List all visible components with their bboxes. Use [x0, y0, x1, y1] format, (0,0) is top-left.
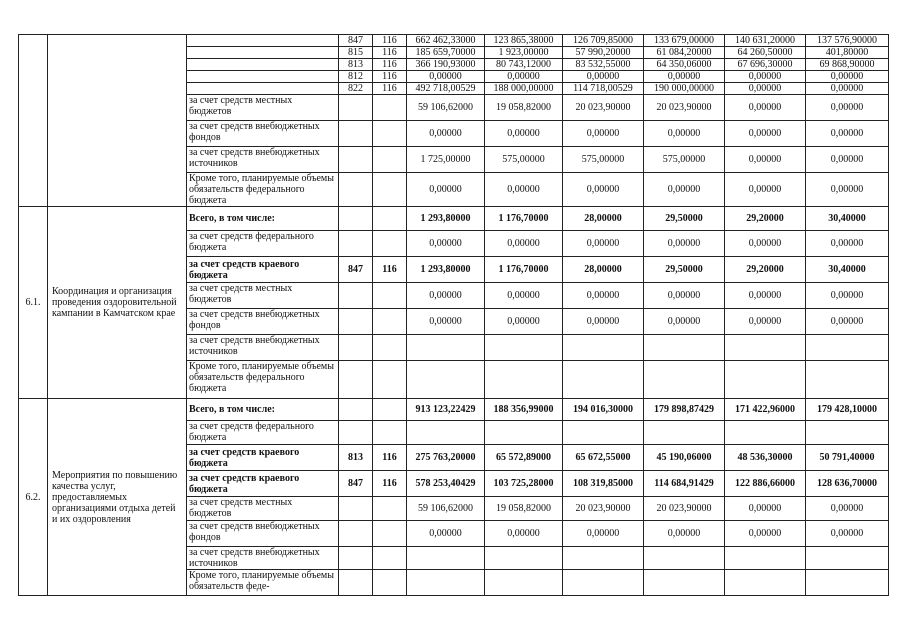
value-cell: 29,50000 — [644, 207, 725, 231]
row-label: за счет средств внебюджетных источников — [187, 147, 339, 173]
value-cell: 0,00000 — [563, 121, 644, 147]
row-label: Всего, в том числе: — [187, 207, 339, 231]
code-cell: 847 — [339, 257, 373, 283]
value-cell: 0,00000 — [563, 173, 644, 207]
value-cell: 0,00000 — [725, 121, 806, 147]
value-cell: 0,00000 — [407, 309, 485, 335]
value-cell — [806, 570, 889, 596]
value-cell: 0,00000 — [725, 521, 806, 547]
value-cell: 575,00000 — [485, 147, 563, 173]
code-cell — [373, 207, 407, 231]
value-cell: 0,00000 — [806, 71, 889, 83]
code-cell — [373, 335, 407, 361]
value-cell — [806, 421, 889, 445]
value-cell — [563, 361, 644, 399]
value-cell — [725, 547, 806, 570]
row-label: за счет средств краевого бюджета — [187, 471, 339, 497]
value-cell: 0,00000 — [806, 231, 889, 257]
value-cell — [806, 335, 889, 361]
value-cell: 0,00000 — [644, 173, 725, 207]
table-row — [19, 399, 889, 421]
value-cell: 0,00000 — [485, 121, 563, 147]
value-cell: 0,00000 — [725, 231, 806, 257]
value-cell: 188 356,99000 — [485, 399, 563, 421]
code-cell: 116 — [373, 471, 407, 497]
value-cell: 0,00000 — [485, 521, 563, 547]
value-cell: 0,00000 — [806, 95, 889, 121]
section-name: Координация и организация проведения оздоровительной кампании в Камчатском крае — [48, 207, 187, 399]
value-cell: 20 023,90000 — [563, 497, 644, 521]
value-cell: 0,00000 — [644, 231, 725, 257]
section-number: 6.2. — [19, 399, 48, 596]
value-cell — [563, 421, 644, 445]
code-cell: 847 — [339, 471, 373, 497]
value-cell: 137 576,90000 — [806, 35, 889, 47]
code-cell: 116 — [373, 83, 407, 95]
code-cell — [339, 399, 373, 421]
value-cell: 20 023,90000 — [563, 95, 644, 121]
value-cell: 0,00000 — [563, 71, 644, 83]
value-cell: 20 023,90000 — [644, 95, 725, 121]
value-cell: 578 253,40429 — [407, 471, 485, 497]
row-label: за счет средств внебюджетных источников — [187, 547, 339, 570]
value-cell: 275 763,20000 — [407, 445, 485, 471]
value-cell: 0,00000 — [407, 121, 485, 147]
code-cell: 822 — [339, 83, 373, 95]
row-label — [187, 83, 339, 95]
value-cell: 0,00000 — [563, 231, 644, 257]
value-cell — [563, 570, 644, 596]
value-cell — [485, 547, 563, 570]
code-cell: 116 — [373, 35, 407, 47]
row-label — [187, 59, 339, 71]
value-cell: 0,00000 — [806, 497, 889, 521]
code-cell — [373, 497, 407, 521]
value-cell — [563, 335, 644, 361]
value-cell: 575,00000 — [644, 147, 725, 173]
value-cell: 662 462,33000 — [407, 35, 485, 47]
value-cell — [644, 547, 725, 570]
value-cell: 0,00000 — [407, 521, 485, 547]
value-cell: 65 672,55000 — [563, 445, 644, 471]
code-cell: 813 — [339, 445, 373, 471]
section-number: 6.1. — [19, 207, 48, 399]
value-cell: 0,00000 — [725, 147, 806, 173]
value-cell — [644, 361, 725, 399]
value-cell — [725, 421, 806, 445]
budget-table — [18, 34, 889, 596]
value-cell — [644, 335, 725, 361]
value-cell: 114 718,00529 — [563, 83, 644, 95]
row-label: за счет средств федерального бюджета — [187, 231, 339, 257]
value-cell: 0,00000 — [725, 71, 806, 83]
value-cell: 30,40000 — [806, 257, 889, 283]
value-cell: 1 293,80000 — [407, 207, 485, 231]
table-row — [19, 207, 889, 231]
value-cell: 190 000,00000 — [644, 83, 725, 95]
code-cell — [339, 335, 373, 361]
value-cell: 0,00000 — [644, 71, 725, 83]
code-cell: 116 — [373, 47, 407, 59]
value-cell — [407, 361, 485, 399]
value-cell — [725, 361, 806, 399]
code-cell — [373, 147, 407, 173]
value-cell: 30,40000 — [806, 207, 889, 231]
value-cell: 0,00000 — [563, 283, 644, 309]
value-cell: 61 084,20000 — [644, 47, 725, 59]
value-cell: 179 898,87429 — [644, 399, 725, 421]
value-cell — [725, 335, 806, 361]
code-cell — [339, 521, 373, 547]
value-cell: 0,00000 — [563, 309, 644, 335]
code-cell — [373, 521, 407, 547]
value-cell: 28,00000 — [563, 257, 644, 283]
section-name: Мероприятия по повышению качества услуг, предоставляемых организациями отдыха детей и их оздоровления — [48, 399, 187, 596]
code-cell: 813 — [339, 59, 373, 71]
code-cell — [373, 421, 407, 445]
code-cell — [339, 207, 373, 231]
value-cell: 0,00000 — [485, 231, 563, 257]
row-label — [187, 47, 339, 59]
value-cell: 19 058,82000 — [485, 95, 563, 121]
value-cell: 0,00000 — [806, 121, 889, 147]
value-cell: 126 709,85000 — [563, 35, 644, 47]
code-cell — [339, 309, 373, 335]
value-cell: 913 123,22429 — [407, 399, 485, 421]
row-label: Кроме того, планируемые объемы обязательств федерального бюджета — [187, 173, 339, 207]
value-cell — [485, 361, 563, 399]
value-cell: 194 016,30000 — [563, 399, 644, 421]
value-cell: 57 990,20000 — [563, 47, 644, 59]
value-cell: 0,00000 — [644, 283, 725, 309]
value-cell: 171 422,96000 — [725, 399, 806, 421]
value-cell — [407, 421, 485, 445]
value-cell: 366 190,93000 — [407, 59, 485, 71]
value-cell — [407, 570, 485, 596]
value-cell: 123 865,38000 — [485, 35, 563, 47]
value-cell: 65 572,89000 — [485, 445, 563, 471]
code-cell — [339, 283, 373, 309]
value-cell — [725, 570, 806, 596]
value-cell: 575,00000 — [563, 147, 644, 173]
value-cell: 20 023,90000 — [644, 497, 725, 521]
row-label: за счет средств краевого бюджета — [187, 445, 339, 471]
code-cell — [373, 95, 407, 121]
code-cell — [339, 147, 373, 173]
code-cell — [373, 173, 407, 207]
row-label: Кроме того, планируемые объемы обязательств феде- — [187, 570, 339, 596]
code-cell: 847 — [339, 35, 373, 47]
row-label — [187, 71, 339, 83]
value-cell: 0,00000 — [563, 521, 644, 547]
value-cell: 0,00000 — [407, 231, 485, 257]
code-cell — [373, 361, 407, 399]
value-cell: 1 176,70000 — [485, 207, 563, 231]
value-cell: 0,00000 — [644, 521, 725, 547]
value-cell — [407, 335, 485, 361]
value-cell: 128 636,70000 — [806, 471, 889, 497]
value-cell — [644, 570, 725, 596]
value-cell — [806, 547, 889, 570]
row-label: за счет средств местных бюджетов — [187, 283, 339, 309]
value-cell: 0,00000 — [407, 283, 485, 309]
value-cell: 0,00000 — [485, 283, 563, 309]
value-cell: 59 106,62000 — [407, 95, 485, 121]
value-cell: 0,00000 — [806, 173, 889, 207]
row-label: за счет средств местных бюджетов — [187, 497, 339, 521]
value-cell: 140 631,20000 — [725, 35, 806, 47]
value-cell: 492 718,00529 — [407, 83, 485, 95]
value-cell: 50 791,40000 — [806, 445, 889, 471]
value-cell: 401,80000 — [806, 47, 889, 59]
value-cell: 29,50000 — [644, 257, 725, 283]
value-cell: 83 532,55000 — [563, 59, 644, 71]
value-cell: 1 923,00000 — [485, 47, 563, 59]
code-cell — [339, 121, 373, 147]
value-cell: 80 743,12000 — [485, 59, 563, 71]
value-cell: 0,00000 — [725, 95, 806, 121]
value-cell: 28,00000 — [563, 207, 644, 231]
value-cell: 0,00000 — [806, 83, 889, 95]
value-cell: 0,00000 — [407, 173, 485, 207]
code-cell — [373, 283, 407, 309]
value-cell: 114 684,91429 — [644, 471, 725, 497]
row-label: за счет средств внебюджетных источников — [187, 335, 339, 361]
code-cell: 812 — [339, 71, 373, 83]
value-cell: 103 725,28000 — [485, 471, 563, 497]
row-label: за счет средств краевого бюджета — [187, 257, 339, 283]
code-cell — [373, 570, 407, 596]
code-cell — [339, 547, 373, 570]
value-cell: 0,00000 — [485, 71, 563, 83]
value-cell: 0,00000 — [806, 283, 889, 309]
code-cell — [339, 173, 373, 207]
value-cell: 67 696,30000 — [725, 59, 806, 71]
code-cell — [339, 361, 373, 399]
row-label: Кроме того, планируемые объемы обязательств федерального бюджета — [187, 361, 339, 399]
value-cell: 0,00000 — [806, 521, 889, 547]
value-cell — [407, 547, 485, 570]
value-cell: 29,20000 — [725, 207, 806, 231]
value-cell: 45 190,06000 — [644, 445, 725, 471]
code-cell: 815 — [339, 47, 373, 59]
value-cell: 108 319,85000 — [563, 471, 644, 497]
value-cell — [806, 361, 889, 399]
code-cell — [373, 121, 407, 147]
value-cell: 0,00000 — [485, 173, 563, 207]
code-cell — [339, 95, 373, 121]
code-cell — [373, 547, 407, 570]
value-cell: 0,00000 — [644, 309, 725, 335]
table-row — [19, 35, 889, 47]
value-cell: 69 868,90000 — [806, 59, 889, 71]
value-cell: 0,00000 — [644, 121, 725, 147]
value-cell: 0,00000 — [725, 309, 806, 335]
value-cell: 122 886,66000 — [725, 471, 806, 497]
code-cell — [339, 421, 373, 445]
code-cell: 116 — [373, 71, 407, 83]
value-cell: 0,00000 — [725, 283, 806, 309]
value-cell: 64 350,06000 — [644, 59, 725, 71]
value-cell — [485, 421, 563, 445]
value-cell: 133 679,00000 — [644, 35, 725, 47]
value-cell: 0,00000 — [485, 309, 563, 335]
value-cell — [485, 335, 563, 361]
code-cell — [373, 309, 407, 335]
code-cell — [373, 399, 407, 421]
code-cell — [339, 231, 373, 257]
value-cell: 0,00000 — [725, 497, 806, 521]
value-cell: 0,00000 — [806, 147, 889, 173]
value-cell: 0,00000 — [725, 83, 806, 95]
code-cell — [373, 231, 407, 257]
value-cell: 1 293,80000 — [407, 257, 485, 283]
value-cell: 29,20000 — [725, 257, 806, 283]
value-cell: 0,00000 — [725, 173, 806, 207]
value-cell — [644, 421, 725, 445]
value-cell: 0,00000 — [806, 309, 889, 335]
code-cell: 116 — [373, 257, 407, 283]
value-cell: 59 106,62000 — [407, 497, 485, 521]
row-label: за счет средств внебюджетных фондов — [187, 309, 339, 335]
section-name-cell — [48, 35, 187, 207]
value-cell: 0,00000 — [407, 71, 485, 83]
row-label: за счет средств местных бюджетов — [187, 95, 339, 121]
code-cell — [339, 497, 373, 521]
value-cell: 188 000,00000 — [485, 83, 563, 95]
value-cell: 185 659,70000 — [407, 47, 485, 59]
section-number-cell — [19, 35, 48, 207]
row-label: за счет средств внебюджетных фондов — [187, 521, 339, 547]
value-cell: 64 260,50000 — [725, 47, 806, 59]
row-label: Всего, в том числе: — [187, 399, 339, 421]
code-cell: 116 — [373, 445, 407, 471]
value-cell — [485, 570, 563, 596]
value-cell: 1 725,00000 — [407, 147, 485, 173]
value-cell: 1 176,70000 — [485, 257, 563, 283]
row-label: за счет средств внебюджетных фондов — [187, 121, 339, 147]
value-cell: 19 058,82000 — [485, 497, 563, 521]
row-label: за счет средств федерального бюджета — [187, 421, 339, 445]
value-cell: 179 428,10000 — [806, 399, 889, 421]
code-cell: 116 — [373, 59, 407, 71]
code-cell — [339, 570, 373, 596]
row-label — [187, 35, 339, 47]
value-cell: 48 536,30000 — [725, 445, 806, 471]
value-cell — [563, 547, 644, 570]
